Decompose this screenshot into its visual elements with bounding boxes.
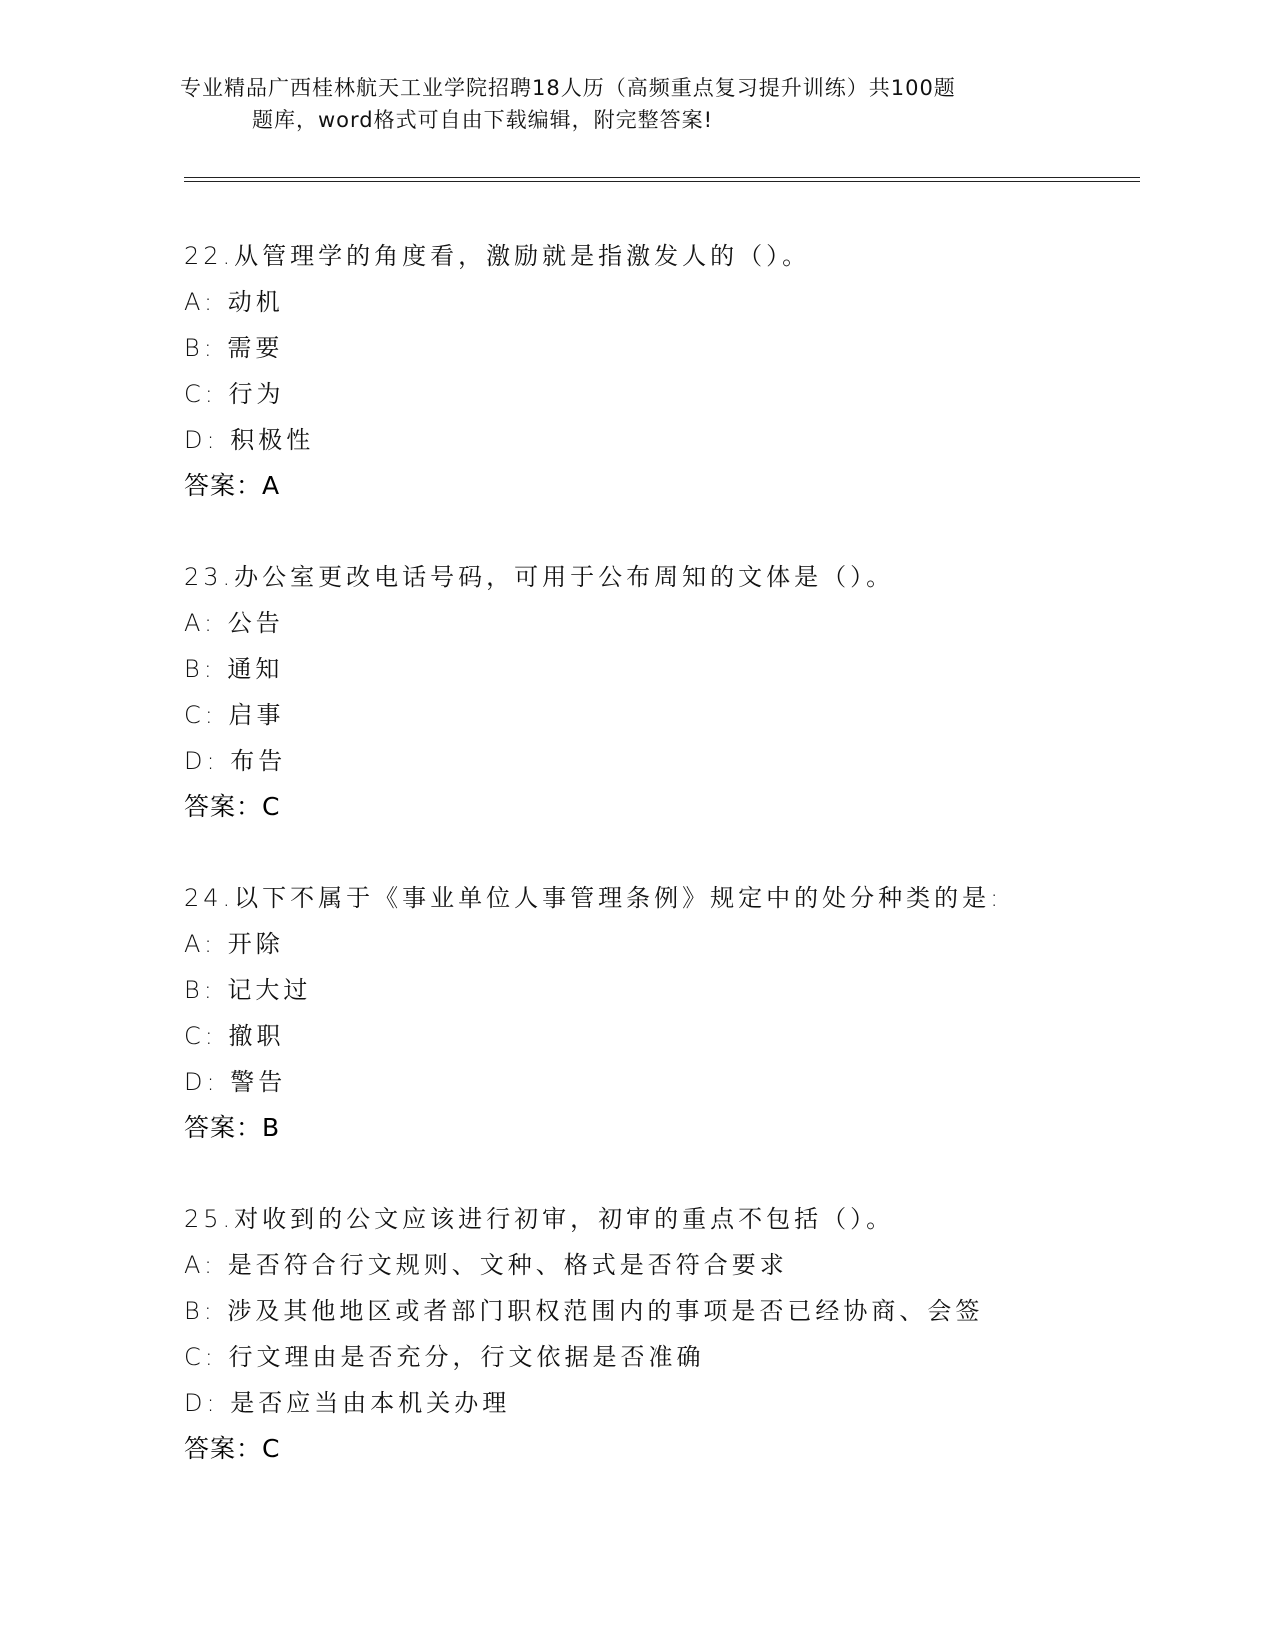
question-stem: 23.办公室更改电话号码，可用于公布周知的文体是（）。 [184,563,895,591]
option-d: D: 是否应当由本机关办理 [184,1389,511,1417]
question-stem: 22.从管理学的角度看，激励就是指激发人的（）。 [184,242,811,270]
question-22 [184,233,1164,509]
header-divider [184,177,1140,182]
question-stem: 24.以下不属于《事业单位人事管理条例》规定中的处分种类的是: [184,884,1003,912]
header-line-1: 专业精品广西桂林航天工业学院招聘18人历（高频重点复习提升训练）共100题 [180,76,956,100]
question-25 [184,1196,1164,1472]
option-d: D: 积极性 [184,426,315,454]
option-b: B: 需要 [184,334,284,362]
question-list [184,233,1164,1472]
answer: 答案：C [184,792,281,821]
answer: 答案：C [184,1434,281,1463]
question-23 [184,554,1164,830]
option-b: B: 记大过 [184,976,312,1004]
option-a: A: 是否符合行文规则、文种、格式是否符合要求 [184,1251,788,1279]
option-a: A: 动机 [184,288,284,316]
option-a: A: 公告 [184,609,284,637]
answer: 答案：B [184,1113,281,1142]
option-d: D: 布告 [184,747,287,775]
option-b: B: 涉及其他地区或者部门职权范围内的事项是否已经协商、会签 [184,1297,984,1325]
document-header [180,72,1060,136]
question-spacer [184,1151,1164,1196]
option-b: B: 通知 [184,655,284,683]
answer: 答案：A [184,471,281,500]
option-a: A: 开除 [184,930,284,958]
option-d: D: 警告 [184,1068,287,1096]
question-stem: 25.对收到的公文应该进行初审，初审的重点不包括（）。 [184,1205,895,1233]
question-spacer [184,509,1164,554]
question-spacer [184,830,1164,875]
option-c: C: 行文理由是否充分，行文依据是否准确 [184,1343,705,1371]
option-c: C: 撤职 [184,1022,285,1050]
question-24 [184,875,1164,1151]
header-line-2: 题库，word格式可自由下载编辑，附完整答案! [252,108,714,132]
option-c: C: 行为 [184,380,285,408]
option-c: C: 启事 [184,701,285,729]
